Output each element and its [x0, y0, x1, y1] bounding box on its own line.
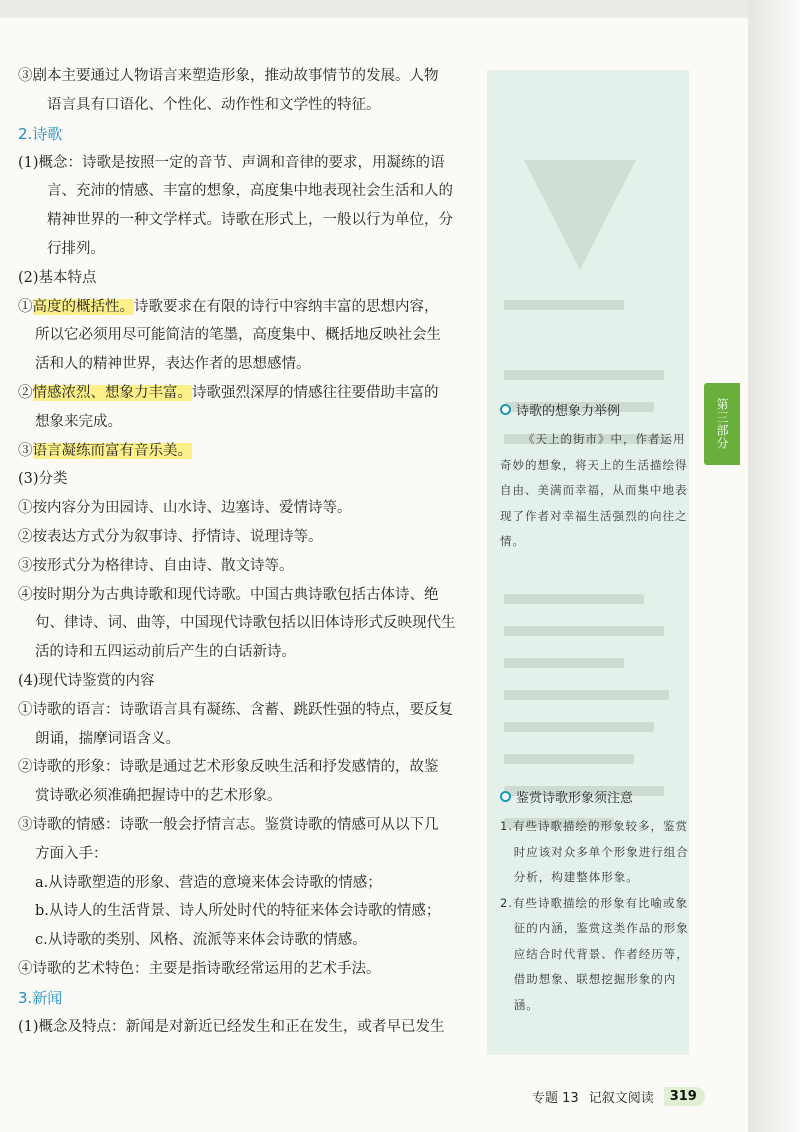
note-item: 1.有些诗歌描绘的形象较多，鉴赏时应该对众多单个形象进行组合分析，构建整体形象。	[500, 819, 689, 884]
text-line: ③诗歌的情感：诗歌一般会抒情言志。鉴赏诗歌的情感可从以下几	[18, 816, 439, 833]
bullet-dot-icon	[500, 404, 511, 415]
note-item: 2.有些诗歌描绘的形象有比喻或象征的内涵，鉴赏这类作品的形象应结合时代背景、作者经历等，借助想象、联想挖掘形象的内涵。	[500, 895, 689, 1012]
page-gutter	[748, 0, 800, 1132]
text-line: ①高度的概括性。诗歌要求在有限的诗行中容纳丰富的思想内容，	[18, 298, 439, 315]
subheading: (2)基本特点	[18, 269, 97, 286]
text-line: 想象来完成。	[35, 413, 122, 430]
subheading: (4)现代诗鉴赏的内容	[18, 672, 155, 689]
text-line: c.从诗歌的类别、风格、流派等来体会诗歌的情感。	[35, 932, 367, 949]
section-tab[interactable]: 第三部分	[704, 383, 740, 465]
highlighted-text: 语言凝练而富有音乐美。	[32, 442, 192, 459]
page-footer	[532, 1085, 705, 1107]
text-line: ①按内容分为田园诗、山水诗、边塞诗、爱情诗等。	[18, 500, 352, 517]
note-imagination-example	[500, 400, 690, 555]
text-line: ①诗歌的语言：诗歌语言具有凝练、含蓄、跳跃性强的特点，要反复	[18, 701, 453, 718]
section-heading: 3.新闻	[18, 988, 63, 1007]
text-line: ④按时期分为古典诗歌和现代诗歌。中国古典诗歌包括古体诗、绝	[18, 586, 439, 603]
text-line: ③按形式分为格律诗、自由诗、散文诗等。	[18, 557, 294, 574]
section-heading: 2.诗歌	[18, 124, 63, 143]
text-line: ②情感浓烈、想象力丰富。诗歌强烈深厚的情感往往要借助丰富的	[18, 384, 439, 401]
text-line: 精神世界的一种文学样式。诗歌在形式上，一般以行为单位，分	[47, 212, 453, 229]
text-line: 所以它必须用尽可能简洁的笔墨，高度集中、概括地反映社会生	[35, 327, 441, 344]
page-number: 319	[664, 1087, 705, 1106]
topic-label: 专题 13	[532, 1090, 579, 1106]
text-line: 活和人的精神世界，表达作者的思想感情。	[35, 356, 311, 373]
note-image-appreciation	[500, 787, 690, 1018]
text-line: (1)概念及特点：新闻是对新近已经发生和正在发生，或者早已发生	[18, 1018, 445, 1035]
text-line: 方面入手：	[35, 845, 108, 862]
text-line: ③剧本主要通过人物语言来塑造形象，推动故事情节的发展。人物	[18, 68, 439, 84]
subheading: (3)分类	[18, 471, 68, 488]
text-line: b.从诗人的生活背景、诗人所处时代的特征来体会诗歌的情感；	[35, 903, 441, 920]
text-line: 言、充沛的情感、丰富的想象，高度集中地表现社会生活和人的	[47, 183, 453, 200]
section-label: 记叙文阅读	[588, 1090, 654, 1106]
text-line: 行排列。	[47, 240, 105, 257]
note-title: 鉴赏诗歌形象须注意	[500, 787, 690, 806]
text-line: ④诗歌的艺术特色：主要是指诗歌经常运用的艺术手法。	[18, 960, 381, 977]
page-top-edge	[0, 0, 760, 18]
text-line: ③语言凝练而富有音乐美。	[18, 442, 192, 459]
highlighted-text: 高度的概括性。	[32, 298, 134, 315]
text-line: 朗诵，揣摩词语含义。	[35, 730, 180, 747]
highlighted-text: 情感浓烈、想象力丰富。	[32, 384, 192, 401]
bullet-dot-icon	[500, 791, 511, 802]
note-title: 诗歌的想象力举例	[500, 400, 690, 419]
text-line: ②诗歌的形象：诗歌是通过艺术形象反映生活和抒发感情的，故鉴	[18, 759, 439, 776]
text-line: ②按表达方式分为叙事诗、抒情诗、说理诗等。	[18, 528, 323, 545]
text-line: 语言具有口语化、个性化、动作性和文学性的特征。	[47, 96, 381, 113]
text-line: 赏诗歌必须准确把握诗中的艺术形象。	[35, 788, 282, 805]
main-text	[18, 62, 480, 1042]
text-line: 句、律诗、词、曲等，中国现代诗歌包括以旧体诗形式反映现代生	[35, 615, 456, 632]
text-line: 活的诗和五四运动前后产生的白话新诗。	[35, 644, 296, 661]
text-line: a.从诗歌塑造的形象、营造的意境来体会诗歌的情感；	[35, 874, 382, 891]
note-body: 《天上的街市》中，作者运用奇妙的想象，将天上的生活描绘得自由、美满而幸福，从而集中地表现了作者对幸福生活强烈的向往之情。	[500, 432, 688, 548]
text-line: (1)概念：诗歌是按照一定的音节、声调和音律的要求，用凝练的语	[18, 154, 445, 171]
